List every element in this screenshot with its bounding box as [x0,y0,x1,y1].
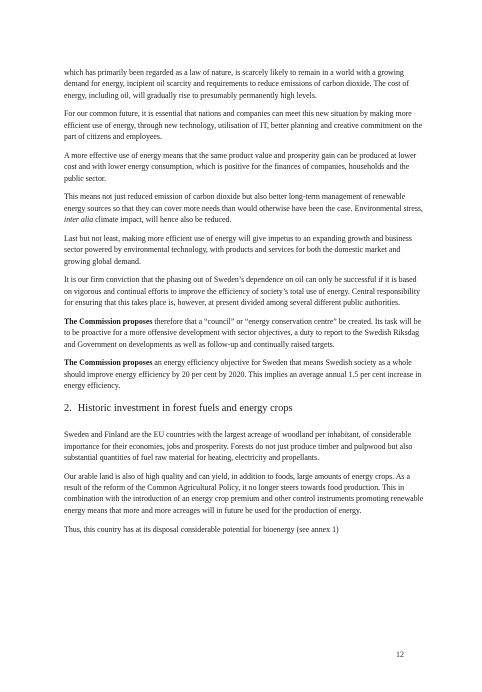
proposal-lead: The Commission proposes [64,316,153,326]
paragraph: It is our firm conviction that the phasing out of Sweden’s dependence on oil can only be successful if it is based on vigorous and continual efforts to improve the efficiency of society’s total use of energy. Central responsibility for ensuring that this takes place is, however, at present divided among several different public authorities. [64,275,421,308]
paragraph: Last but not least, making more efficient use of energy will give impetus to an expanding growth and business sector powered by environmental technology, with products and services for both the domestic market and growing global demand. [64,233,412,266]
section-title: Historic investment in forest fuels and energy crops [77,403,293,415]
paragraph: A more effective use of energy means that the same product value and prosperity gain can be produced at lower cost and with lower energy consumption, which is positive for the finances of companies, households and the public sector. [64,150,417,183]
paragraph [64,191,424,225]
paragraph: Our arable land is also of high quality and can yield, in addition to foods, large amounts of energy crops. As a result of the reform of the Common Agricultural Policy, it no longer steers towards food production. This in combination with the introduction of an energy crop premium and other control instruments promoting renewable energy means that more and more acreages will in future be used for the production of energy. [64,471,424,515]
proposal-paragraph [64,357,424,391]
paragraph: For our common future, it is essential that nations and companies can meet this new situation by making more efficient use of energy, through new technology, utilisation of IT, better planning and creative commitment on the part of citizens and employees. [64,109,423,142]
body-text [64,67,424,542]
proposal-paragraph [64,316,424,350]
paragraph: Sweden and Finland are the EU countries with the largest acreage of woodland per inhabitant, of considerable importance for their economies, jobs and prosperity. Forests do not just produce timber and pulpwood but also substantial quantities of fuel raw material for heating, electricity and propellants. [64,430,413,462]
proposal-lead: The Commission proposes [64,358,153,368]
section-number: 2. [64,403,72,415]
paragraph: which has primarily been regarded as a law of nature, is scarcely likely to remain in a world with a growing demand for energy, incipient oil scarcity and requirements to reduce emissions of carbon dioxide. The cost of energy, including oil, will gradually rise to presumably permanently high levels. [64,68,409,100]
paragraph-text: climate impact, will hence also be reduced. [93,215,232,225]
paragraph: Thus, this country has at its disposal considerable potential for bioenergy (see annex 1) [64,524,339,534]
section-heading [64,402,424,415]
page-number: 12 [396,650,404,659]
paragraph-italic-text: inter alia [64,215,94,225]
paragraph-text: an energy efficiency objective for Sweden that means Swedish society as a whole should improve energy efficiency by 20 per cent by 2020. This implies an average annual 1.5 per cent increase in energy efficiency. [64,358,422,390]
paragraph-text: therefore that a “council” or “energy conservation centre” be created. Its task will be to be proactive for a more offensive development with sector objectives, a duty to report to the Swedish Riksdag and Government on developments as well as follow-up and continually raised targets. [64,316,422,349]
paragraph-text: This means not just reduced emission of carbon dioxide but also better long-term management of renewable energy sources so that they can cover more needs than would otherwise have been the case. Environmental stress, [64,192,423,213]
